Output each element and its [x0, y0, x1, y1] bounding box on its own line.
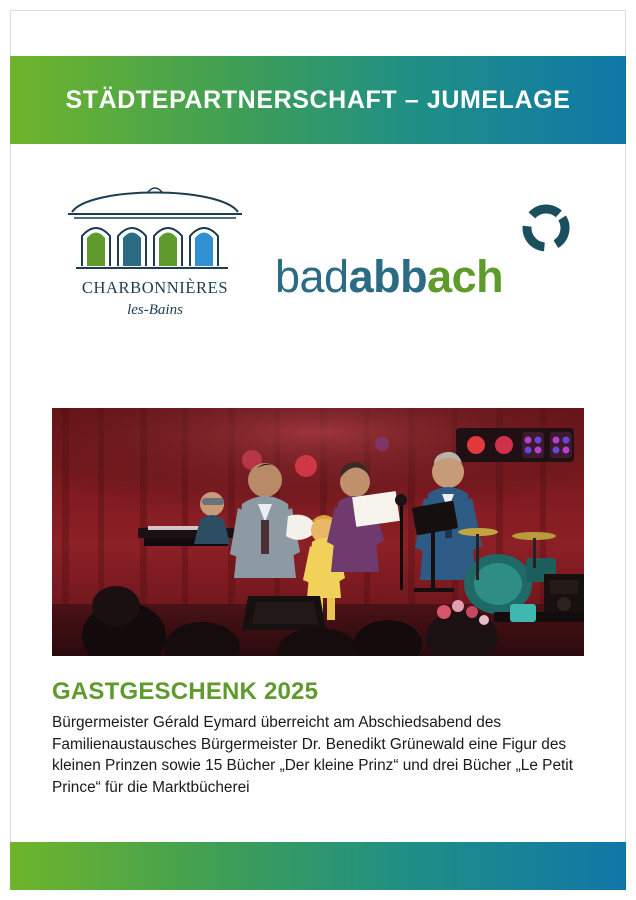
stage-performance-photo — [52, 408, 584, 656]
logo-row — [10, 170, 626, 350]
header-banner — [10, 56, 626, 144]
footer-banner — [10, 842, 626, 890]
page-title: STÄDTEPARTNERSCHAFT – JUMELAGE — [65, 85, 571, 114]
arcade-colonnade-icon — [60, 178, 250, 270]
wordmark-ach: ach — [427, 251, 504, 302]
charbonnieres-subtitle: les-Bains — [127, 302, 183, 318]
bad-abbach-logo — [265, 196, 585, 316]
bad-abbach-wordmark — [275, 251, 504, 302]
charbonnieres-logo — [60, 178, 250, 338]
charbonnieres-name: CHARBONNIÈRES — [81, 278, 229, 297]
caption-title: GASTGESCHENK 2025 — [52, 678, 319, 705]
caption-block — [52, 678, 588, 798]
broken-ring-icon — [518, 200, 574, 256]
caption-body: Bürgermeister Gérald Eymard überreicht am Abschiedsabend des Familienaustausches Bürgermeister Dr. Benedikt Grünewald eine Figur des kleinen Prinzen sowie 15 Bücher „Der kleine Prinz“ und drei Bücher „Le Petit Prince“ für die Marktbücherei — [52, 714, 573, 796]
wordmark-abb: abb — [348, 251, 428, 302]
wordmark-bad: bad — [275, 251, 349, 302]
